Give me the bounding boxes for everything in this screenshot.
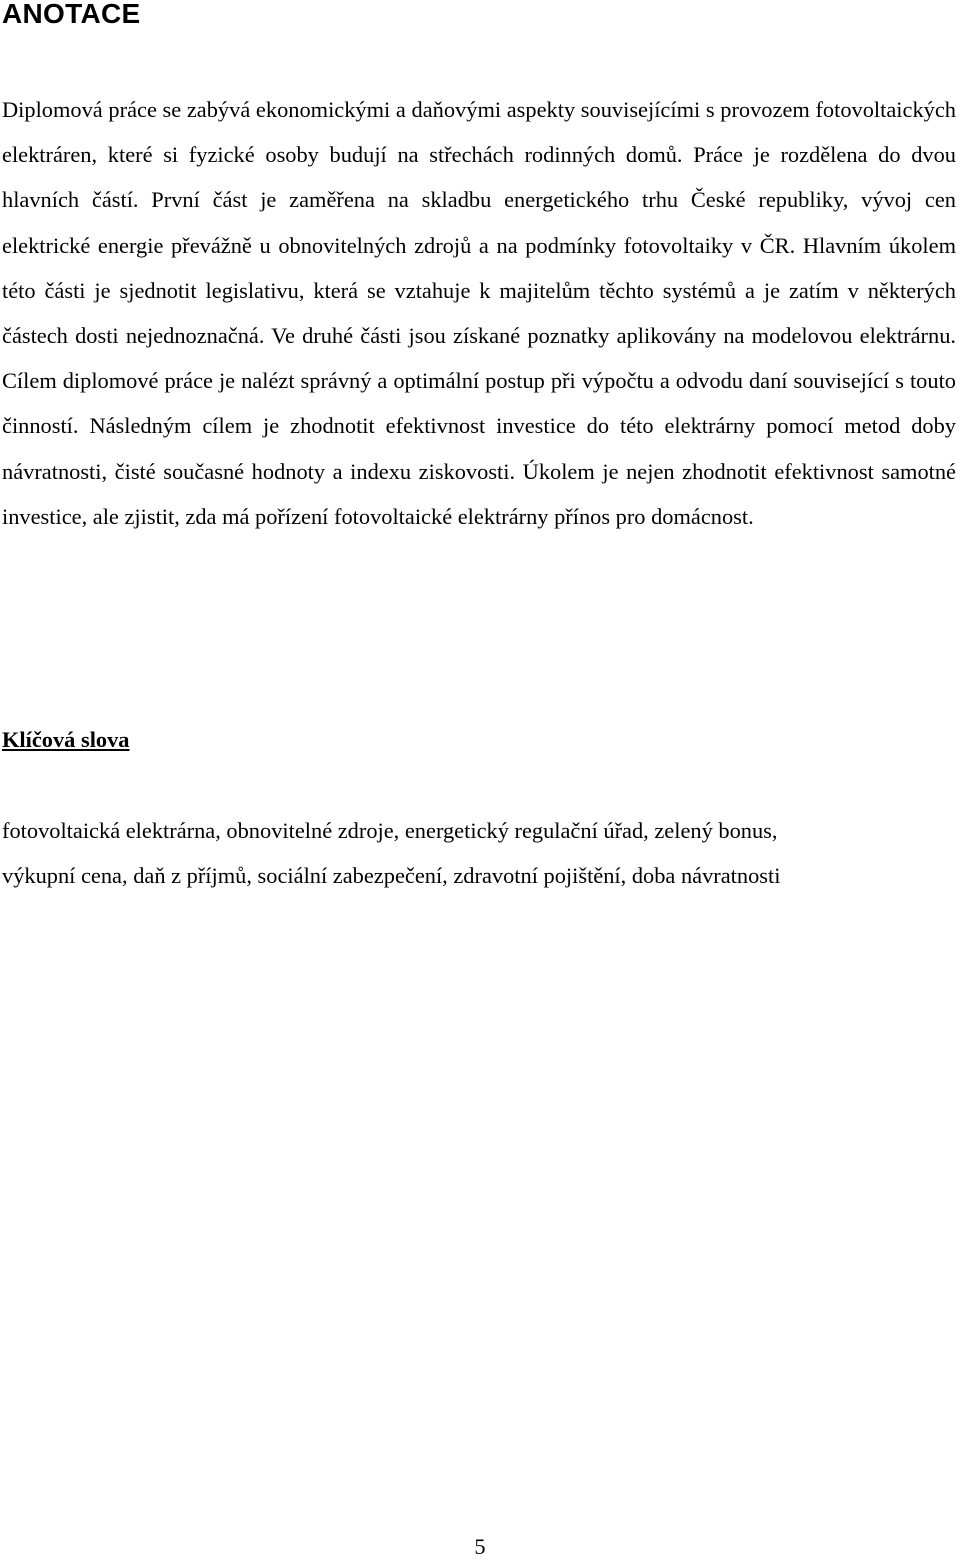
abstract-paragraph: Diplomová práce se zabývá ekonomickými a daňovými aspekty souvisejícími s provozem fotovoltaických elektráren, které si fyzické osoby budují na střechách rodinných domů. Práce je rozdělena do dvou hlavních částí. První část je zaměřena na skladbu energetického trhu České republiky, vývoj cen elektrické energie převážně u obnovitelných zdrojů a na podmínky fotovoltaiky v ČR. Hlavním úkolem této části je sjednotit legislativu, která se vztahuje k majitelům těchto systémů a je zatím v některých částech dosti nejednoznačná. Ve druhé části jsou získané poznatky aplikovány na modelovou elektrárnu. Cílem diplomové práce je nalézt správný a optimální postup při výpočtu a odvodu daní související s touto činností. Následným cílem je zhodnotit efektivnost investice do této elektrárny pomocí metod doby návratnosti, čisté současné hodnoty a indexu ziskovosti. Úkolem je nejen zhodnotit efektivnost samotné investice, ale zjistit, zda má pořízení fotovoltaické elektrárny přínos pro domácnost.	[2, 97, 956, 529]
keywords-heading: Klíčová slova	[2, 727, 130, 752]
keywords-line-1: fotovoltaická elektrárna, obnovitelné zdroje, energetický regulační úřad, zelený bonus,	[2, 818, 778, 843]
keywords-line-2: výkupní cena, daň z příjmů, sociální zabezpečení, zdravotní pojištění, doba návratnosti	[2, 863, 781, 889]
page-title: ANOTACE	[2, 0, 141, 29]
keywords-list	[2, 808, 958, 898]
page-number: 5	[474, 1534, 486, 1559]
